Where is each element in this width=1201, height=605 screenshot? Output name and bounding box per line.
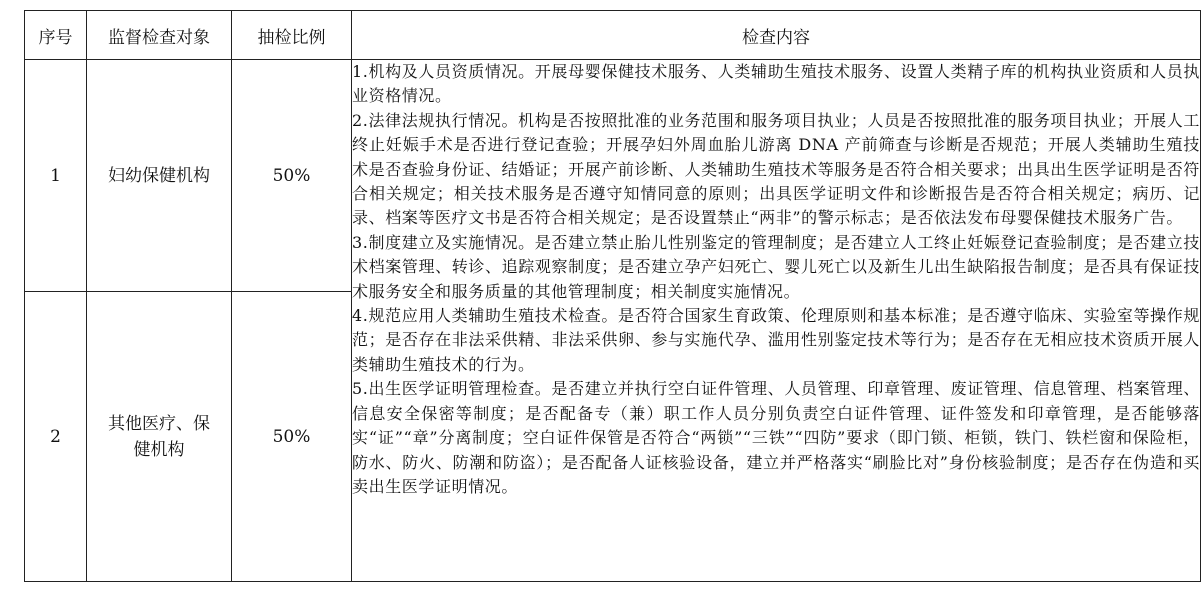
row-ratio: 50%: [232, 292, 352, 582]
inspection-content: [352, 60, 1201, 582]
row-target: 妇幼保健机构: [87, 60, 232, 292]
header-content: 检查内容: [352, 11, 1201, 60]
row-ratio: 50%: [232, 60, 352, 292]
content-item: 5.出生医学证明管理检查。是否建立并执行空白证件管理、人员管理、印章管理、废证管理、信息管理、档案管理、信息安全保密等制度；是否配备专（兼）职工作人员分别负责空白证件管理、证件签发和印章管理，是否能够落实“证”“章”分离制度；空白证件保管是否符合“两锁”“三铁”“四防”要求（即门锁、柜锁，铁门、铁栏窗和保险柜，防水、防火、防潮和防盗）；是否配备人证核验设备，建立并严格落实“刷脸比对”身份核验制度；是否存在伪造和买卖出生医学证明情况。: [352, 379, 1200, 496]
content-item: 3.制度建立及实施情况。是否建立禁止胎儿性别鉴定的管理制度；是否建立人工终止妊娠登记查验制度；是否建立技术档案管理、转诊、追踪观察制度；是否建立孕产妇死亡、婴儿死亡以及新生儿出生缺陷报告制度；是否具有保证技术服务安全和服务质量的其他管理制度；相关制度实施情况。: [352, 232, 1200, 301]
header-target: 监督检查对象: [87, 11, 232, 60]
header-index: 序号: [25, 11, 87, 60]
table-row: [25, 60, 1201, 292]
header-row: [25, 11, 1201, 60]
content-item: 1.机构及人员资质情况。开展母婴保健技术服务、人类辅助生殖技术服务、设置人类精子库的机构执业资质和人员执业资格情况。: [352, 62, 1200, 106]
header-ratio: 抽检比例: [232, 11, 352, 60]
row-index: 1: [25, 60, 87, 292]
content-item: 4.规范应用人类辅助生殖技术检查。是否符合国家生育政策、伦理原则和基本标准；是否遵守临床、实验室等操作规范；是否存在非法采供精、非法采供卵、参与实施代孕、滥用性别鉴定技术等行为；是否存在无相应技术资质开展人类辅助生殖技术的行为。: [352, 306, 1200, 374]
row-index: 2: [25, 292, 87, 582]
inspection-table: [24, 10, 1201, 582]
content-item: 2.法律法规执行情况。机构是否按照批准的业务范围和服务项目执业；人员是否按照批准的服务项目执业；开展人工终止妊娠手术是否进行登记查验；开展孕妇外周血胎儿游离 DNA 产前筛查与诊断是否规范；开展人类辅助生殖技术是否查验身份证、结婚证；开展产前诊断、人类辅助生殖技术等服务是否符合相关要求；出具出生医学证明是否符合相关规定；相关技术服务是否遵守知情同意的原则；出具医学证明文件和诊断报告是否符合相关规定；病历、记录、档案等医疗文书是否符合相关规定；是否设置禁止“两非”的警示标志；是否依法发布母婴保健技术服务广告。: [352, 110, 1200, 228]
row-target: 其他医疗、保健机构: [87, 292, 232, 582]
